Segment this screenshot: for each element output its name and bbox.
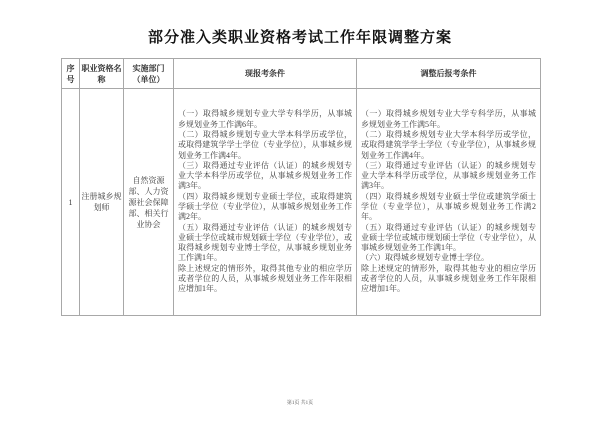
page-title: 部分准入类职业资格考试工作年限调整方案 — [147, 30, 452, 46]
cell-qualification-name: 注册城乡规划师 — [80, 89, 124, 316]
current-condition-paragraph: （三）取得通过专业评估（认证）的城乡规划专业大学本科学历或学位，从事城乡规划业务工作满3年。 — [178, 160, 352, 191]
adjusted-condition-paragraph: （五）取得通过专业评估（认证）的城乡规划专业硕士学位或城市规划硕士学位（专业学位），从事城乡规划业务工作满1年。 — [361, 222, 536, 253]
adjusted-condition-paragraph: （三）取得通过专业评估（认证）的城乡规划专业大学本科学历或学位，从事城乡规划业务工作满3年。 — [361, 160, 536, 191]
cell-current-conditions — [174, 89, 357, 316]
adjusted-condition-paragraph: （四）取得城乡规划专业硕士学位或建筑学硕士学位（专业学位），从事城乡规划业务工作满2年。 — [361, 191, 536, 222]
current-condition-paragraph: 除上述规定的情形外，取得其他专业的相应学历或者学位的人员，从事城乡规划业务工作年限相应增加1年。 — [178, 263, 352, 294]
current-condition-paragraph: （一）取得城乡规划专业大学专科学历，从事城乡规划业务工作满6年。 — [178, 109, 352, 129]
col-header-current-conditions: 现报考条件 — [174, 59, 357, 89]
col-header-name: 职业资格名称 — [80, 59, 124, 89]
current-condition-paragraph: （二）取得城乡规划专业大学本科学历或学位，或取得建筑学学士学位（专业学位），从事城乡规划业务工作满4年。 — [178, 129, 352, 160]
table-row — [62, 89, 541, 316]
current-condition-paragraph: （五）取得通过专业评估（认证）的城乡规划专业硕士学位或城市规划硕士学位（专业学位），或取得城乡规划专业博士学位，从事城乡规划业务工作满1年。 — [178, 222, 352, 263]
col-header-index: 序号 — [62, 59, 80, 89]
cell-department: 自然资源部、人力资源社会保障部、相关行业协会 — [124, 89, 174, 316]
adjusted-condition-paragraph: （二）取得城乡规划专业大学本科学历或学位，或取得建筑学学士学位（专业学位），从事城乡规划业务工作满4年。 — [361, 129, 536, 160]
cell-adjusted-conditions — [357, 89, 541, 316]
col-header-adjusted-conditions: 调整后报考条件 — [357, 59, 541, 89]
table-header-row — [62, 59, 541, 89]
adjusted-condition-paragraph: （一）取得城乡规划专业大学专科学历，从事城乡规划业务工作满5年。 — [361, 109, 536, 129]
cell-index: 1 — [62, 89, 80, 316]
page-footer: 第1页 共1页 — [286, 401, 314, 406]
adjusted-condition-paragraph: （六）取得城乡规划专业博士学位。 — [361, 253, 489, 263]
adjusted-condition-paragraph: 除上述规定的情形外，取得其他专业的相应学历或者学位的人员，从事城乡规划业务工作年限相应增加1年。 — [361, 263, 536, 294]
col-header-department: 实施部门（单位） — [124, 59, 174, 89]
current-condition-paragraph: （四）取得城乡规划专业硕士学位，或取得建筑学硕士学位（专业学位），从事城乡规划业务工作满2年。 — [178, 191, 352, 222]
qualification-adjustment-table — [61, 58, 541, 316]
